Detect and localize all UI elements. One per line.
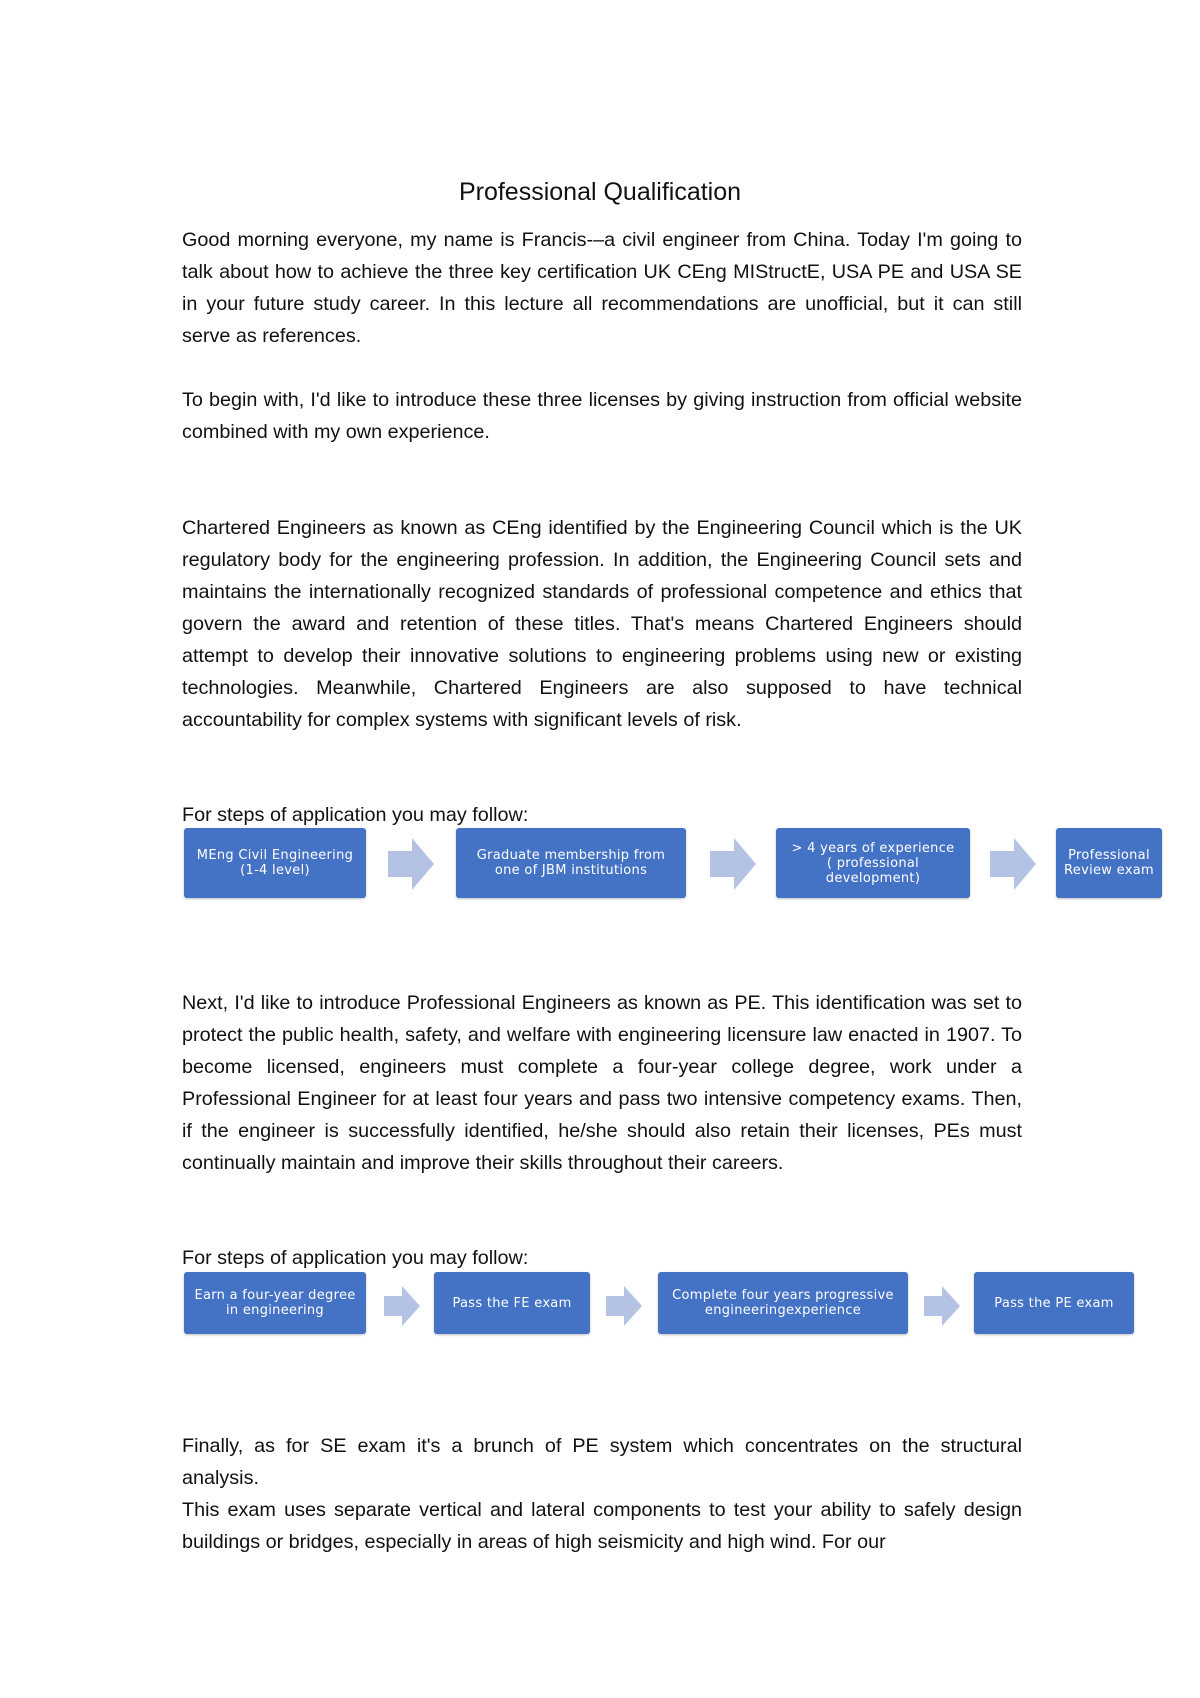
introduction-paragraph: To begin with, I'd like to introduce these three licenses by giving instruction from official website combined with my own experience. — [182, 389, 1022, 443]
intro-paragraph: Good morning everyone, my name is Francis-–a civil engineer from China. Today I'm going to talk about how to achieve the three key certification UK CEng MIStructE, USA PE and USA SE in your future study career. In this lecture all recommendations are unofficial, but it can still serve as references. — [182, 229, 1022, 347]
flow-step-graduate-membership: Graduate membership from one of JBM institutions — [456, 828, 686, 898]
flow-step-experience: > 4 years of experience ( professional development) — [776, 828, 970, 898]
se-exam-paragraph: This exam uses separate vertical and lateral components to test your ability to safely design buildings or bridges, especially in areas of high seismicity and high wind. For our — [182, 1499, 1022, 1553]
flow-step-review-exam: Professional Review exam — [1056, 828, 1162, 898]
flow-step-pe-exam: Pass the PE exam — [974, 1272, 1134, 1334]
flow-step-fe-exam: Pass the FE exam — [434, 1272, 590, 1334]
flow-step-progressive-experience: Complete four years progressive engineeringexperience — [658, 1272, 908, 1334]
ceng-steps-label: For steps of application you may follow: — [182, 804, 529, 826]
flow-step-meng: MEng Civil Engineering (1-4 level) — [184, 828, 366, 898]
ceng-paragraph: Chartered Engineers as known as CEng identified by the Engineering Council which is the UK regulatory body for the engineering profession. In addition, the Engineering Council sets and maintains the internationally recognized standards of professional competence and ethics that govern the award and retention of these titles. That's means Chartered Engineers should attempt to develop their innovative solutions to engineering problems using new or existing technologies. Meanwhile, Chartered Engineers are also supposed to have technical accountability for complex systems with significant levels of risk. — [182, 517, 1022, 731]
pe-paragraph: Next, I'd like to introduce Professional Engineers as known as PE. This identification was set to protect the public health, safety, and welfare with engineering licensure law enacted in 1907. To become licensed, engineers must complete a four-year college degree, work under a Professional Engineer for at least four years and pass two intensive competency exams. Then, if the engineer is successfully identified, he/she should also retain their licenses, PEs must continually maintain and improve their skills throughout their careers. — [182, 992, 1022, 1174]
se-paragraph: Finally, as for SE exam it's a brunch of PE system which concentrates on the structural analysis. — [182, 1435, 1022, 1489]
page-title: Professional Qualification — [458, 178, 742, 206]
flow-step-degree: Earn a four-year degree in engineering — [184, 1272, 366, 1334]
pe-steps-label: For steps of application you may follow: — [182, 1247, 529, 1269]
